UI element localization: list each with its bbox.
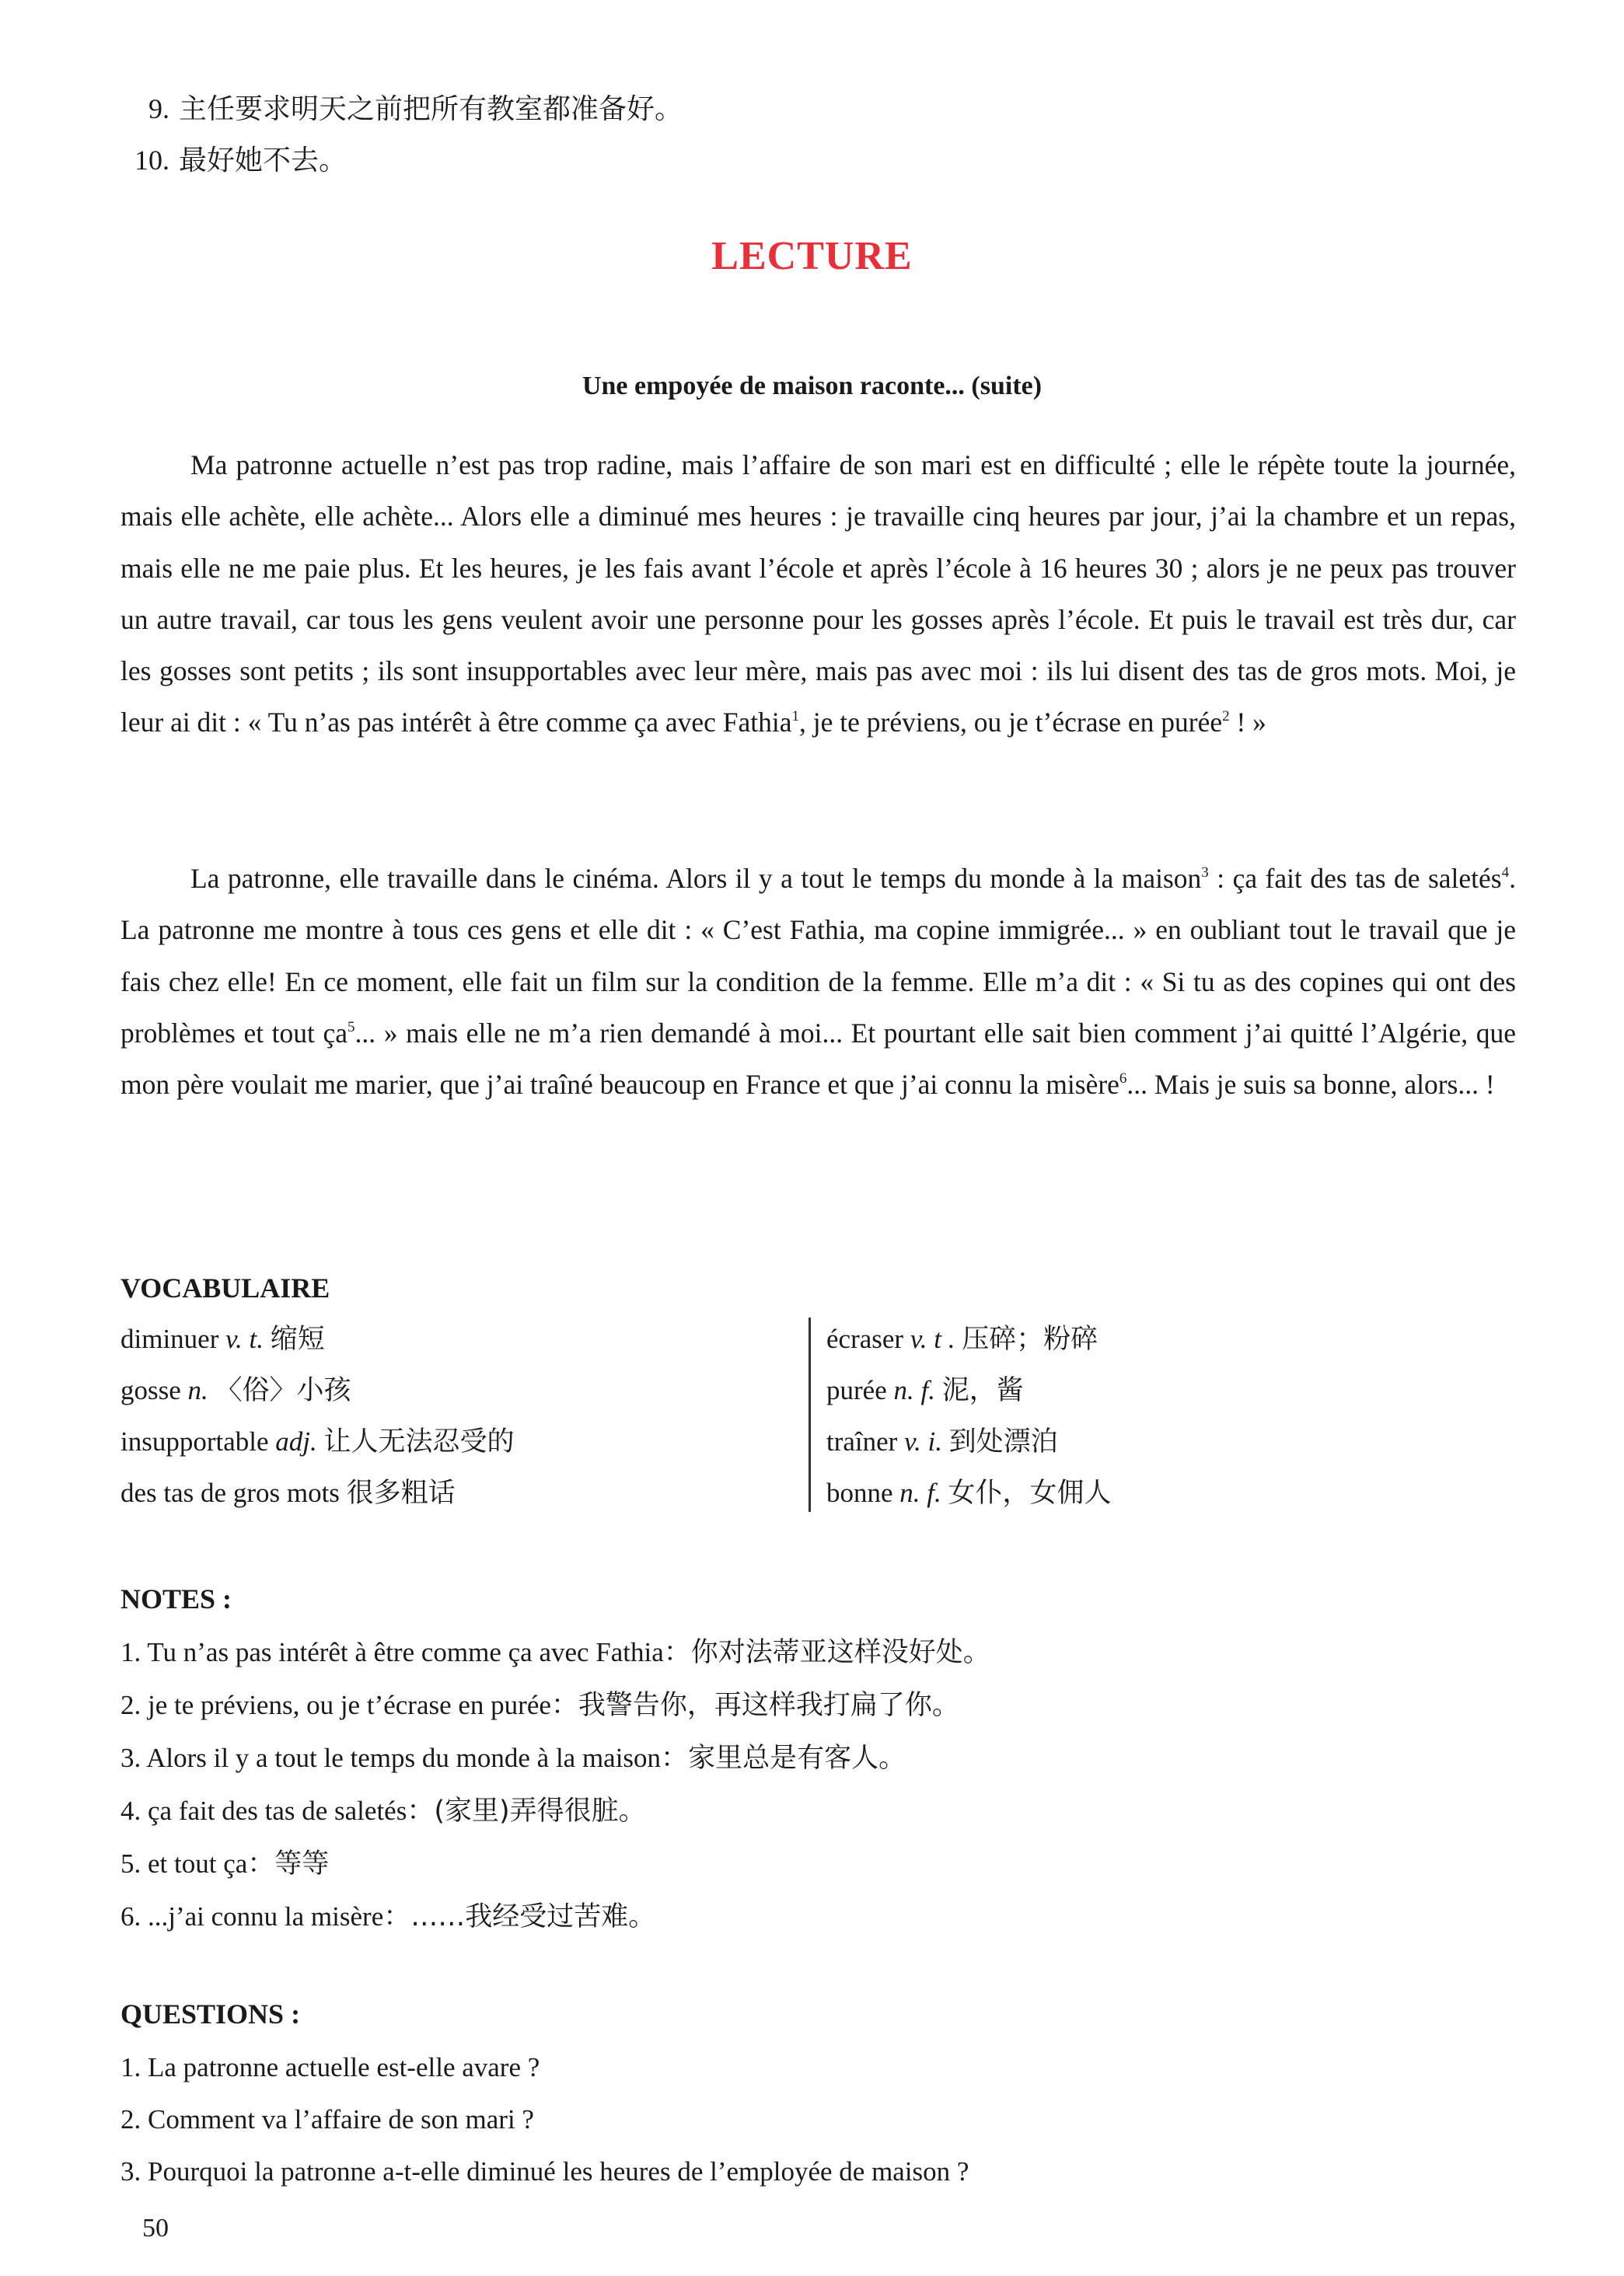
- vocab-entry: [826, 1365, 1112, 1416]
- question-number: 1.: [120, 2052, 141, 2082]
- vocab-meaning: 很多粗话: [346, 1478, 456, 1509]
- vocab-entry: [120, 1365, 515, 1416]
- vocab-word: purée: [826, 1375, 887, 1405]
- note-ref: 2: [1222, 708, 1230, 725]
- questions-heading: QUESTIONS :: [120, 1998, 301, 2030]
- vocab-word: insupportable: [120, 1426, 269, 1457]
- note-number: 1.: [120, 1637, 141, 1667]
- vocab-entry: [826, 1468, 1112, 1519]
- vocab-word: des tas de gros mots: [120, 1478, 340, 1508]
- note-french: ça fait des tas de saletés：: [148, 1796, 435, 1826]
- vocab-pos: v. t .: [910, 1324, 955, 1354]
- vocab-entry: [826, 1416, 1112, 1468]
- question-item: [120, 2145, 969, 2197]
- note-item: [120, 1626, 990, 1679]
- note-chinese: (家里)弄得很脏。: [434, 1796, 646, 1827]
- vocab-meaning: 泥，酱: [941, 1375, 1024, 1406]
- question-text: Comment va l’affaire de son mari ?: [148, 2104, 534, 2135]
- questions-list: [120, 2041, 969, 2197]
- exercise-number: 10.: [134, 145, 169, 176]
- paragraph-text: , je te préviens, ou je t’écrase en purée: [799, 707, 1223, 738]
- vocab-pos: n.: [187, 1375, 208, 1405]
- vocab-meaning: 女仆，女佣人: [948, 1478, 1112, 1509]
- vocab-entry: [120, 1416, 515, 1468]
- note-french: et tout ça：: [148, 1848, 275, 1879]
- exercise-item: [123, 92, 683, 127]
- exercise-text: 最好她不去。: [179, 145, 348, 176]
- vocab-meaning: 让人无法忍受的: [323, 1426, 515, 1457]
- vocab-meaning: 缩短: [270, 1324, 325, 1355]
- vocab-pos: adj.: [275, 1426, 317, 1457]
- note-ref: 5: [348, 1018, 355, 1035]
- note-item: [120, 1838, 990, 1890]
- vocab-pos: v. i.: [904, 1426, 942, 1457]
- exercise-item: [123, 143, 347, 178]
- vocabulary-heading: VOCABULAIRE: [120, 1272, 330, 1304]
- note-number: 6.: [120, 1901, 141, 1932]
- vocab-word: écraser: [826, 1324, 904, 1354]
- vocabulary-list-right: [826, 1314, 1112, 1519]
- paragraph-text: La patronne, elle travaille dans le cinéma. Alors il y a tout le temps du monde à la maison: [190, 863, 1202, 894]
- vocabulary-column-divider: [809, 1318, 811, 1512]
- vocab-entry: [120, 1314, 515, 1365]
- notes-heading: NOTES :: [120, 1583, 232, 1614]
- reading-paragraph-2: [120, 853, 1516, 1110]
- note-ref: 1: [791, 708, 800, 725]
- vocab-pos: v. t.: [225, 1324, 264, 1354]
- vocab-meaning: 〈俗〉小孩: [215, 1375, 351, 1406]
- vocab-word: gosse: [120, 1375, 181, 1405]
- note-number: 5.: [120, 1848, 141, 1879]
- reading-paragraph-1: [120, 439, 1516, 749]
- vocab-entry: [826, 1314, 1112, 1365]
- note-item: [120, 1785, 990, 1838]
- note-french: Tu n’as pas intérêt à être comme ça avec Fathia：: [147, 1637, 691, 1667]
- question-number: 3.: [120, 2156, 141, 2187]
- note-item: [120, 1890, 990, 1943]
- note-number: 2.: [120, 1690, 141, 1720]
- note-french: je te préviens, ou je t’écrase en purée：: [148, 1690, 578, 1720]
- section-heading-lecture: LECTURE: [711, 234, 913, 278]
- note-french: Alors il y a tout le temps du monde à la maison：: [146, 1743, 689, 1773]
- paragraph-text: . La patronne me montre à tous ces gens et elle dit : « C’est Fathia, ma copine immigrée... » en oubliant tout le travail que je fais chez elle! En ce moment, elle fait un film sur la condition de la femme. Elle m’a dit : « Si tu as des copines qui ont des problèmes et tout ça: [120, 863, 1516, 1049]
- question-number: 2.: [120, 2104, 141, 2135]
- exercise-text: 主任要求明天之前把所有教室都准备好。: [179, 93, 683, 125]
- note-item: [120, 1732, 990, 1785]
- vocabulary-list-left: [120, 1314, 515, 1519]
- note-ref: 4: [1501, 864, 1510, 881]
- vocab-entry: [120, 1468, 515, 1519]
- vocab-word: bonne: [826, 1478, 893, 1508]
- paragraph-text: Ma patronne actuelle n’est pas trop radine, mais l’affaire de son mari est en difficulté ; elle le répète toute la journée, mais elle achète, elle achète... Alors elle a diminué mes heures : je travaille cinq heures par jour, j’ai la chambre et un repas, mais elle ne me paie plus. Et les heures, je les fais avant l’école et après l’école à 16 heures 30 ; alors je ne peux pas trouver un autre travail, car tous les gens veulent avoir une personne pour les gosses après l’école. Et puis le travail est très dur, car les gosses sont petits ; ils sont insupportables avec leur mère, mais pas avec moi : ils lui disent des tas de gros mots. Moi, je leur ai dit : « Tu n’as pas intérêt à être comme ça avec Fathia: [120, 449, 1516, 738]
- note-french: ...j’ai connu la misère：: [148, 1901, 411, 1932]
- page-number: 50: [142, 2214, 169, 2243]
- vocab-pos: n. f.: [899, 1478, 941, 1508]
- question-item: [120, 2041, 969, 2093]
- vocab-word: diminuer: [120, 1324, 219, 1354]
- note-ref: 3: [1201, 864, 1209, 881]
- notes-list: [120, 1626, 990, 1943]
- note-number: 4.: [120, 1796, 141, 1826]
- note-ref: 6: [1119, 1070, 1127, 1087]
- vocab-meaning: 压碎；粉碎: [962, 1324, 1098, 1355]
- question-item: [120, 2093, 969, 2145]
- note-chinese: 我警告你，再这样我打扁了你。: [578, 1690, 959, 1721]
- note-chinese: 你对法蒂亚这样没好处。: [690, 1637, 990, 1668]
- vocab-meaning: 到处漂泊: [948, 1426, 1058, 1457]
- vocab-pos: n. f.: [893, 1375, 935, 1405]
- question-text: La patronne actuelle est-elle avare ?: [148, 2052, 540, 2082]
- paragraph-text: ... Mais je suis sa bonne, alors... !: [1126, 1069, 1495, 1101]
- paragraph-text: ... » mais elle ne m’a rien demandé à moi... Et pourtant elle sait bien comment j’ai quitté l’Algérie, que mon père voulait me marier, que j’ai traîné beaucoup en France et que j’ai connu la misère: [120, 1017, 1516, 1101]
- paragraph-text: ! »: [1229, 707, 1266, 738]
- note-number: 3.: [120, 1743, 141, 1773]
- question-text: Pourquoi la patronne a-t-elle diminué les heures de l’employée de maison ?: [148, 2156, 969, 2187]
- paragraph-text: : ça fait des tas de saletés: [1208, 863, 1502, 894]
- note-item: [120, 1679, 990, 1732]
- note-chinese: ……我经受过苦难。: [410, 1901, 656, 1932]
- vocab-word: traîner: [826, 1426, 898, 1457]
- note-chinese: 家里总是有客人。: [688, 1743, 906, 1774]
- reading-title: Une empoyée de maison raconte... (suite): [581, 372, 1043, 400]
- note-chinese: 等等: [274, 1848, 330, 1880]
- exercise-number: 9.: [148, 93, 169, 124]
